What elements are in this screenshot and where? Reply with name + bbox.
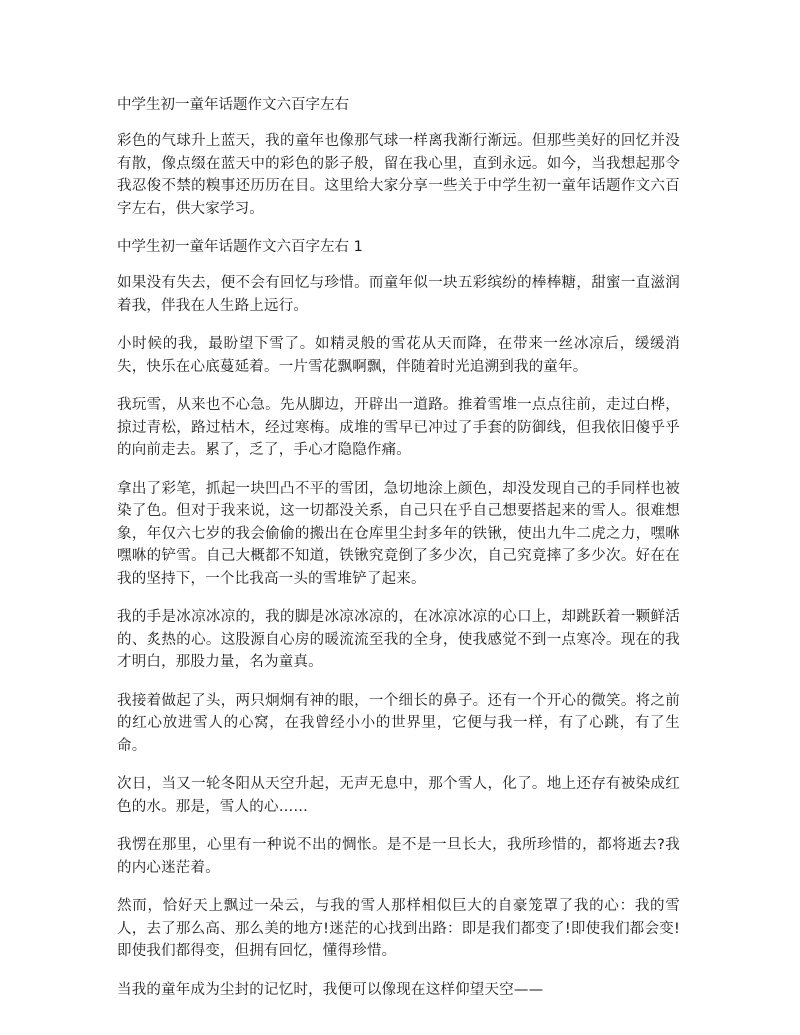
section-heading: 中学生初一童年话题作文六百字左右 1: [117, 239, 363, 255]
body-paragraph: 我接着做起了头，两只炯炯有神的眼，一个细长的鼻子。还有一个开心的微笑。将之前的红心放进雪人的心窝，在我曾经小小的世界里，它便与我一样，有了心跳，有了生命。: [117, 692, 680, 754]
body-paragraph: 拿出了彩笔，抓起一块凹凸不平的雪团，急切地涂上颜色，却没发现自己的手同样也被染了色。但对于我来说，这一切都没关系，自己只在乎自己想要搭起来的雪人。很难想象，年仅六七岁的我会偷偷的搬出在仓库里尘封多年的铁锹，使出九牛二虎之力，嘿咻嘿咻的铲雪。自己大概都不知道，铁锹究竟倒了多少次，自己究竟摔了多少次。好在在我的坚持下，一个比我高一头的雪堆铲了起来。: [117, 480, 680, 587]
body-paragraph: 我愣在那里，心里有一种说不出的惆怅。是不是一旦长大，我所珍惜的，都将逝去?我的内心迷茫着。: [117, 837, 680, 876]
intro-paragraph: 彩色的气球升上蓝天，我的童年也像那气球一样离我渐行渐远。但那些美好的回忆并没有散，像点缀在蓝天中的彩色的影子般，留在我心里，直到永远。如今，当我想起那令我忍俊不禁的糗事还历历在目。这里给大家分享一些关于中学生初一童年话题作文六百字左右，供大家学习。: [117, 133, 680, 217]
document-title: 中学生初一童年话题作文六百字左右: [117, 97, 349, 113]
body-paragraph: 然而，恰好天上飘过一朵云，与我的雪人那样相似巨大的自豪笼罩了我的心：我的雪人，去了那么高、那么美的地方!迷茫的心找到出路：即是我们都变了!即使我们都会变!即使我们都得变，但拥有回忆，懂得珍惜。: [117, 898, 680, 959]
body-paragraph: 小时候的我，最盼望下雪了。如精灵般的雪花从天而降，在带来一丝冰凉后，缓缓消失，快乐在心底蔓延着。一片雪花飘啊飘，伴随着时光追溯到我的童年。: [117, 336, 680, 375]
body-paragraph: 次日，当又一轮冬阳从天空升起，无声无息中，那个雪人，化了。地上还存有被染成红色的水。那是，雪人的心……: [117, 776, 680, 815]
body-paragraph: 当我的童年成为尘封的记忆时，我便可以像现在这样仰望天空——: [117, 981, 544, 998]
body-paragraph: 我的手是冰凉冰凉的，我的脚是冰凉冰凉的，在冰凉冰凉的心口上，却跳跃着一颗鲜活的、炙热的心。这股源自心房的暖流流至我的全身，使我感觉不到一点寒冷。现在的我才明白，那股力量，名为童真。: [117, 609, 680, 670]
body-paragraph: 如果没有失去，便不会有回忆与珍惜。而童年似一块五彩缤纷的棒棒糖，甜蜜一直滋润着我，伴我在人生路上远行。: [117, 275, 680, 314]
body-paragraph: 我玩雪，从来也不心急。先从脚边，开辟出一道路。推着雪堆一点点往前，走过白桦，掠过青松，路过枯木，经过寒梅。成堆的雪早已冲过了手套的防御线，但我依旧傻乎乎的向前走去。累了，乏了，手心才隐隐作痛。: [117, 397, 680, 458]
